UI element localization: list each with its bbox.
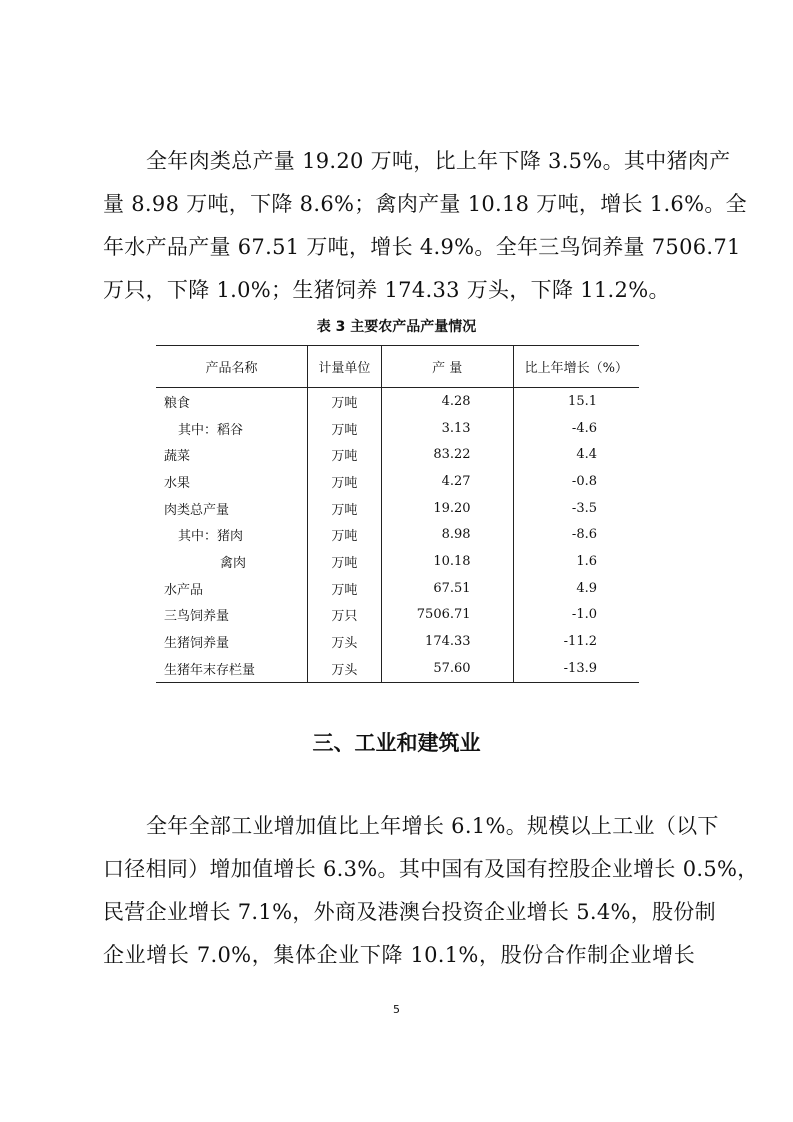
cell-value: 174.33: [381, 628, 513, 655]
cell-unit: 万只: [307, 602, 381, 629]
cell-value: 8.98: [381, 521, 513, 548]
cell-change: 15.1: [513, 388, 639, 415]
cell-change: -3.5: [513, 495, 639, 522]
cell-value: 4.27: [381, 468, 513, 495]
cell-value: 83.22: [381, 441, 513, 468]
paragraph-line: 量 8.98 万吨，下降 8.6%；禽肉产量 10.18 万吨，增长 1.6%。全: [103, 192, 747, 216]
cell-name: 三鸟饲养量: [164, 609, 230, 625]
table-row: [156, 655, 639, 682]
cell-unit: 万吨: [307, 415, 381, 442]
paragraph-industry: [103, 805, 759, 977]
cell-unit: 万吨: [307, 548, 381, 575]
cell-name: 其中：稻谷: [178, 422, 244, 438]
cell-name: 粮食: [164, 395, 191, 411]
cell-change: -4.6: [513, 415, 639, 442]
cell-name: 水产品: [164, 582, 204, 598]
paragraph-line: 万只，下降 1.0%；生猪饲养 174.33 万头，下降 11.2%。: [103, 278, 670, 302]
table-row: [156, 521, 639, 548]
cell-name: 生猪饲养量: [164, 636, 230, 652]
cell-name: 肉类总产量: [164, 502, 230, 518]
cell-change: 1.6: [513, 548, 639, 575]
cell-unit: 万头: [307, 628, 381, 655]
table-row: [156, 388, 639, 415]
cell-value: 3.13: [381, 415, 513, 442]
cell-value: 67.51: [381, 575, 513, 602]
cell-unit: 万吨: [307, 468, 381, 495]
cell-change: -0.8: [513, 468, 639, 495]
cell-change: -8.6: [513, 521, 639, 548]
paragraph-line: 口径相同）增加值增长 6.3%。其中国有及国有控股企业增长 0.5%，: [103, 857, 759, 881]
cell-change: 4.9: [513, 575, 639, 602]
paragraph-line: 民营企业增长 7.1%，外商及港澳台投资企业增长 5.4%，股份制: [103, 900, 716, 924]
cell-unit: 万吨: [307, 441, 381, 468]
cell-name: 禽肉: [220, 555, 247, 571]
cell-change: -1.0: [513, 602, 639, 629]
cell-value: 19.20: [381, 495, 513, 522]
cell-unit: 万吨: [307, 521, 381, 548]
table-header-row: [156, 346, 639, 388]
paragraph-line: 全年肉类总产量 19.20 万吨，比上年下降 3.5%。其中猪肉产: [146, 149, 731, 173]
header-output: 产 量: [381, 346, 513, 388]
cell-name: 蔬菜: [164, 449, 191, 465]
table-row: [156, 602, 639, 629]
cell-name: 其中：猪肉: [178, 529, 244, 545]
table-row: [156, 441, 639, 468]
table-row: [156, 468, 639, 495]
table-row: [156, 495, 639, 522]
cell-value: 10.18: [381, 548, 513, 575]
cell-value: 57.60: [381, 655, 513, 682]
cell-name: 水果: [164, 475, 191, 491]
header-product-name: 产品名称: [156, 346, 307, 388]
table-row: [156, 415, 639, 442]
paragraph-line: 年水产品产量 67.51 万吨，增长 4.9%。全年三鸟饲养量 7506.71: [103, 235, 741, 259]
header-unit: 计量单位: [307, 346, 381, 388]
page-number: 5: [393, 1003, 400, 1016]
cell-unit: 万吨: [307, 388, 381, 415]
table-row: [156, 628, 639, 655]
cell-unit: 万吨: [307, 495, 381, 522]
paragraph-meat-production: [103, 140, 747, 312]
table-row: [156, 548, 639, 575]
header-growth: 比上年增长（%）: [513, 346, 639, 388]
paragraph-line: 企业增长 7.0%，集体企业下降 10.1%，股份合作制企业增长: [103, 943, 695, 967]
section-heading: 三、工业和建筑业: [312, 731, 481, 755]
cell-change: -11.2: [513, 628, 639, 655]
cell-change: -13.9: [513, 655, 639, 682]
paragraph-line: 全年全部工业增加值比上年增长 6.1%。规模以上工业（以下: [146, 814, 719, 838]
cell-value: 7506.71: [381, 602, 513, 629]
cell-unit: 万吨: [307, 575, 381, 602]
table-caption: 表 3 主要农产品产量情况: [316, 319, 477, 335]
agri-products-table: [156, 345, 639, 683]
cell-unit: 万头: [307, 655, 381, 682]
table-row: [156, 575, 639, 602]
cell-name: 生猪年末存栏量: [156, 655, 307, 682]
cell-change: 4.4: [513, 441, 639, 468]
cell-value: 4.28: [381, 388, 513, 415]
